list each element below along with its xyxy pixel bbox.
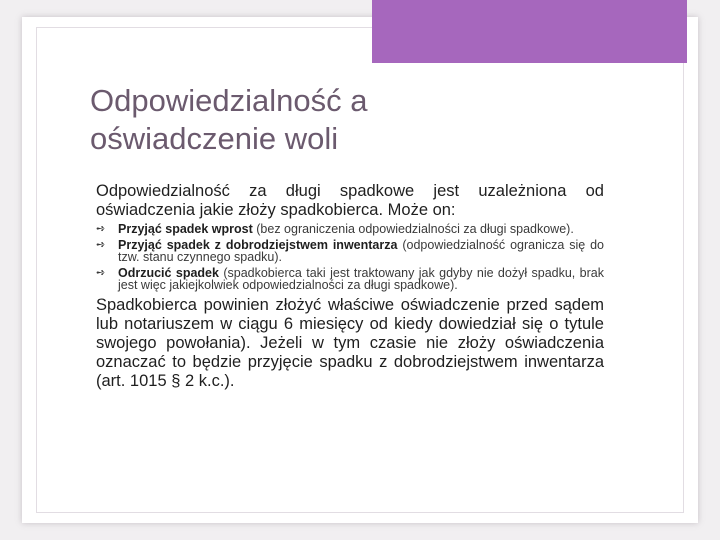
- title-line-1: Odpowiedzialność a: [90, 83, 368, 118]
- intro-paragraph: Odpowiedzialność za długi spadkowe jest uzależniona od oświadczenia jakie złoży spadkobierca. Może on:: [96, 182, 604, 219]
- arrow-bullet-icon: ➺: [96, 223, 106, 235]
- list-item: [96, 223, 604, 236]
- arrow-bullet-icon: ➺: [96, 266, 106, 279]
- slide-body: [96, 182, 604, 391]
- list-item: [96, 267, 604, 292]
- bullet-text: (odpowiedzialność ogranicza się do tzw. stanu czynnego spadku).: [118, 237, 604, 264]
- arrow-bullet-icon: ➺: [96, 238, 106, 251]
- bullet-text: (spadkobierca taki jest traktowany jak gdyby nie dożył spadku, brak jest więc jakiejkolwiek odpowiedzialności za długi spadkowe).: [118, 265, 604, 292]
- slide-title: [90, 82, 590, 158]
- title-line-2: oświadczenie woli: [90, 121, 339, 156]
- bullet-bold: Przyjąć spadek wprost: [118, 222, 253, 236]
- accent-bar: [372, 0, 687, 63]
- list-item: [96, 239, 604, 264]
- closing-paragraph: Spadkobierca powinien złożyć właściwe oświadczenie przed sądem lub notariuszem w ciągu 6 miesięcy od kiedy dowiedział się o tytule swojego powołania). Jeżeli w tym czasie nie złoży oświadczenia oznaczać to będzie przyjęcie spadku z dobrodziejstwem inwentarza (art. 1015 § 2 k.c.).: [96, 295, 604, 390]
- bullet-text: (bez ograniczenia odpowiedzialności za długi spadkowe).: [252, 222, 574, 236]
- bullet-bold: Przyjąć spadek z dobrodziejstwem inwentarza: [118, 237, 398, 252]
- bullet-bold: Odrzucić spadek: [118, 265, 219, 280]
- bullet-list: [96, 223, 604, 292]
